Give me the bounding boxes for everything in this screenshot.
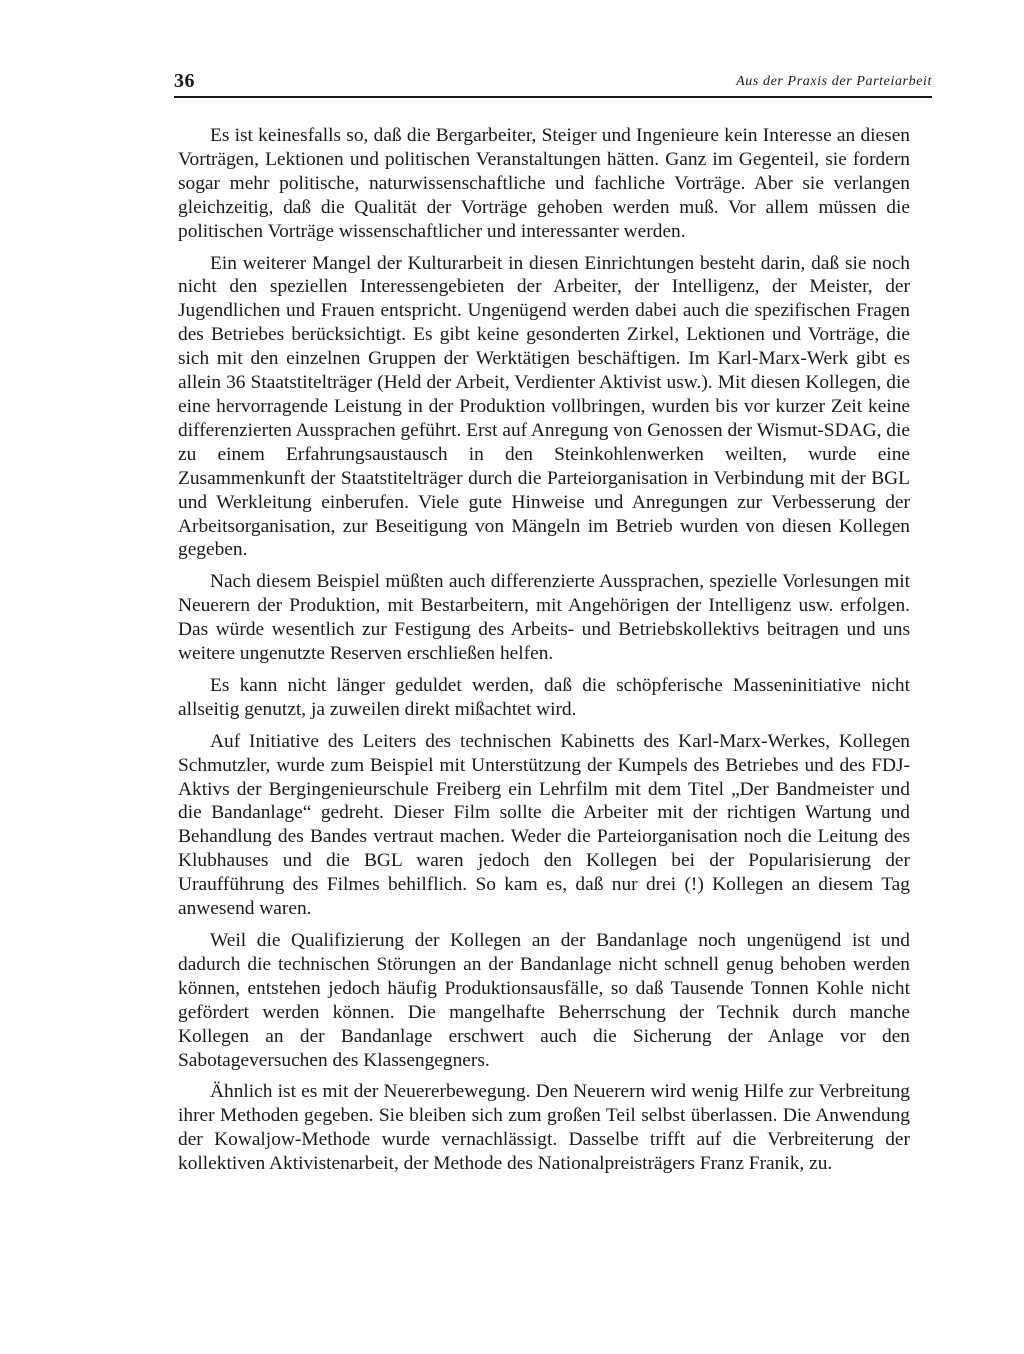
paragraph: Es ist keinesfalls so, daß die Bergarbeiter, Steiger und Ingenieure kein Interesse an diesen Vorträgen, Lektionen und politischen Veranstaltungen hätten. Ganz im Gegenteil, sie fordern sogar mehr politische, naturwissenschaftliche und fachliche Vorträge. Aber sie verlangen gleichzeitig, daß die Qualität der Vorträge gehoben werden muß. Vor allem müssen die politischen Vorträge wissenschaftlicher und interessanter werden. [178, 125, 910, 242]
page-number: 36 [174, 70, 195, 92]
document-page [174, 68, 932, 1175]
paragraph: Ähnlich ist es mit der Neuererbewegung. Den Neuerern wird wenig Hilfe zur Verbreitung ihrer Methoden gegeben. Sie bleiben sich zum großen Teil selbst überlassen. Die Anwendung der Kowaljow-Methode wurde vernachlässigt. Dasselbe trifft auf die Verbreiterung der kollektiven Aktivistenarbeit, der Methode des Nationalpreisträgers Franz Franik, zu. [178, 1081, 910, 1175]
paragraph: Ein weiterer Mangel der Kulturarbeit in diesen Einrichtungen besteht darin, daß sie noch nicht den speziellen Interessengebieten der Arbeiter, der Intelligenz, der Meister, der Jugendlichen und Frauen entspricht. Ungenügend werden dabei auch die spezifischen Fragen des Betriebes berücksichtigt. Es gibt keine gesonderten Zirkel, Lektionen und Vorträge, die sich mit den einzelnen Gruppen der Werktätigen beschäftigen. Im Karl-Marx-Werk gibt es allein 36 Staatstitelträger (Held der Arbeit, Verdienter Aktivist usw.). Mit diesen Kollegen, die eine hervorragende Leistung in der Produktion vollbringen, wurden bis vor kurzer Zeit keine differenzierten Aussprachen geführt. Erst auf Anregung von Genossen der Wismut-SDAG, die zu einem Erfahrungsaustausch in den Steinkohlenwerken weilten, wurde eine Zusammenkunft der Staatstitelträger durch die Parteiorganisation in Verbindung mit der BGL und Werkleitung einberufen. Viele gute Hinweise und Anregungen zur Verbesserung der Arbeitsorganisation, zur Beseitigung von Mängeln im Betrieb wurden von diesen Kollegen gegeben. [178, 252, 910, 561]
page-header [174, 68, 932, 98]
paragraph: Es kann nicht länger geduldet werden, daß die schöpferische Masseninitiative nicht allseitig genutzt, ja zuweilen direkt mißachtet wird. [178, 674, 910, 720]
paragraph: Auf Initiative des Leiters des technischen Kabinetts des Karl-Marx-Werkes, Kollegen Schmutzler, wurde zum Beispiel mit Unterstützung der Kumpels des Betriebes und des FDJ-Aktivs der Bergingenieurschule Freiberg ein Lehrfilm mit dem Titel „Der Bandmeister und die Bandanlage“ gedreht. Dieser Film sollte die Arbeiter mit der richtigen Wartung und Behandlung des Bandes vertraut machen. Weder die Parteiorganisation noch die Leitung des Klubhauses und die BGL waren jedoch den Kollegen bei der Popularisierung der Uraufführung des Filmes behilflich. So kam es, daß nur drei (!) Kollegen an diesem Tag anwesend waren. [178, 730, 910, 920]
running-head: Aus der Praxis der Parteiarbeit [736, 74, 932, 89]
paragraph: Nach diesem Beispiel müßten auch differenzierte Aussprachen, spezielle Vorlesungen mit Neuerern der Produktion, mit Bestarbeitern, mit Angehörigen der Intelligenz usw. erfolgen. Das würde wesentlich zur Festigung des Arbeits- und Betriebskollektivs beitragen und uns weitere ungenutzte Reserven erschließen helfen. [178, 571, 910, 665]
body-text [178, 124, 910, 1184]
paragraph: Weil die Qualifizierung der Kollegen an der Bandanlage noch ungenügend ist und dadurch die technischen Störungen an der Bandanlage nicht schnell genug behoben werden können, entstehen jedoch häufig Produktionsausfälle, so daß Tausende Tonnen Kohle nicht gefördert werden können. Die mangelhafte Beherrschung der Technik durch manche Kollegen an der Bandanlage erschwert auch die Sicherung der Anlage vor den Sabotageversuchen des Klassengegners. [178, 930, 910, 1071]
